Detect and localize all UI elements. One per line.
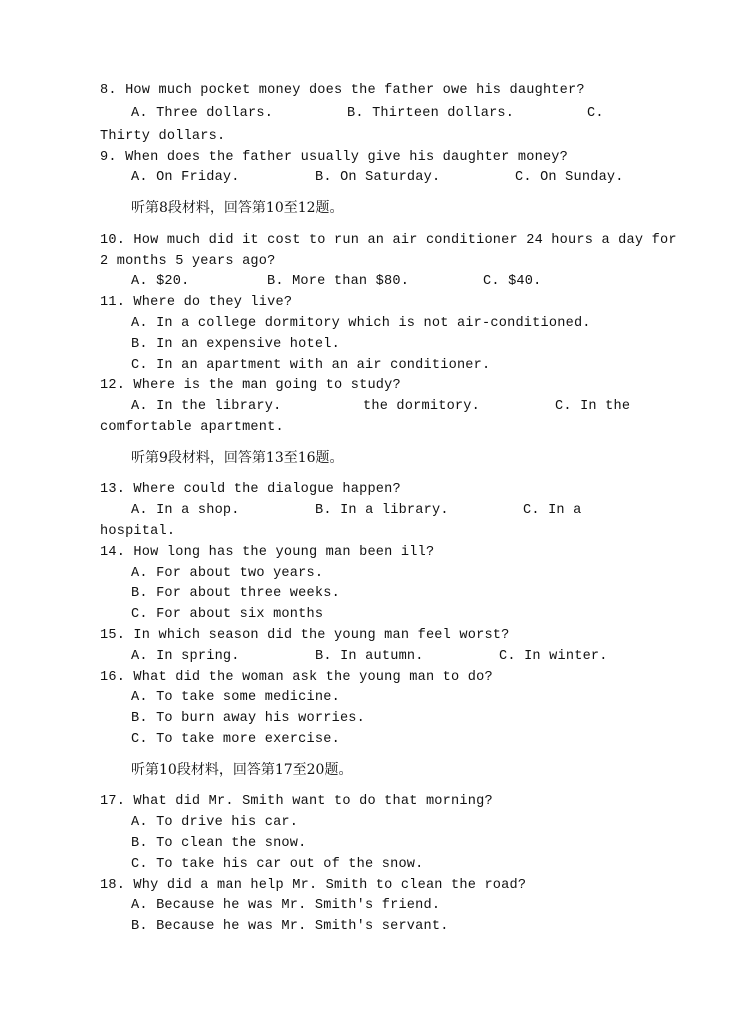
option-10b: B. More than $80. — [267, 274, 410, 289]
section-heading-9: 听第9段材料，回答第13至16题。 — [131, 450, 344, 466]
question-8: 8. How much pocket money does the father owe his daughter? — [100, 83, 585, 98]
section-heading-10: 听第10段材料，回答第17至20题。 — [131, 762, 353, 778]
option-9b: B. On Saturday. — [315, 170, 441, 185]
option-13b: B. In a library. — [315, 503, 449, 518]
question-12: 12. Where is the man going to study? — [100, 378, 401, 393]
option-12b: the dormitory. — [363, 399, 481, 414]
option-15c: C. In winter. — [499, 649, 608, 664]
question-9: 9. When does the father usually give his daughter money? — [100, 150, 569, 165]
option-12c-cont: comfortable apartment. — [100, 420, 284, 435]
option-13a: A. In a shop. — [131, 503, 240, 518]
option-12a: A. In the library. — [131, 399, 282, 414]
option-16b: B. To burn away his worries. — [131, 711, 366, 726]
section-heading-8: 听第8段材料，回答第10至12题。 — [131, 200, 344, 216]
option-18a: A. Because he was Mr. Smith's friend. — [131, 898, 441, 913]
question-14: 14. How long has the young man been ill? — [100, 545, 435, 560]
option-11b: B. In an expensive hotel. — [131, 337, 340, 352]
option-9c: C. On Sunday. — [515, 170, 624, 185]
option-13c-cont: hospital. — [100, 524, 176, 539]
option-8c-label: C. — [587, 106, 604, 121]
option-17b: B. To clean the snow. — [131, 836, 307, 851]
option-15b: B. In autumn. — [315, 649, 424, 664]
option-18b: B. Because he was Mr. Smith's servant. — [131, 919, 449, 934]
option-17a: A. To drive his car. — [131, 815, 299, 830]
question-15: 15. In which season did the young man feel worst? — [100, 628, 510, 643]
question-18: 18. Why did a man help Mr. Smith to clean the road? — [100, 878, 527, 893]
option-12c: C. In the — [555, 399, 631, 414]
question-10-cont: 2 months 5 years ago? — [100, 254, 276, 269]
option-11a: A. In a college dormitory which is not air-conditioned. — [131, 316, 591, 331]
question-17: 17. What did Mr. Smith want to do that morning? — [100, 794, 493, 809]
option-17c: C. To take his car out of the snow. — [131, 857, 424, 872]
option-8b: B. Thirteen dollars. — [347, 106, 515, 121]
question-10: 10. How much did it cost to run an air conditioner 24 hours a day for — [100, 233, 677, 248]
option-10c: C. $40. — [483, 274, 542, 289]
option-14c: C. For about six months — [131, 607, 324, 622]
question-13: 13. Where could the dialogue happen? — [100, 482, 401, 497]
option-9a: A. On Friday. — [131, 170, 240, 185]
option-8c-text: Thirty dollars. — [100, 129, 226, 144]
question-16: 16. What did the woman ask the young man to do? — [100, 670, 493, 685]
option-16c: C. To take more exercise. — [131, 732, 340, 747]
option-15a: A. In spring. — [131, 649, 240, 664]
option-14a: A. For about two years. — [131, 566, 324, 581]
option-14b: B. For about three weeks. — [131, 586, 340, 601]
option-13c: C. In a — [523, 503, 582, 518]
option-11c: C. In an apartment with an air conditioner. — [131, 358, 491, 373]
option-16a: A. To take some medicine. — [131, 690, 340, 705]
option-8a: A. Three dollars. — [131, 106, 274, 121]
option-10a: A. $20. — [131, 274, 190, 289]
question-11: 11. Where do they live? — [100, 295, 293, 310]
